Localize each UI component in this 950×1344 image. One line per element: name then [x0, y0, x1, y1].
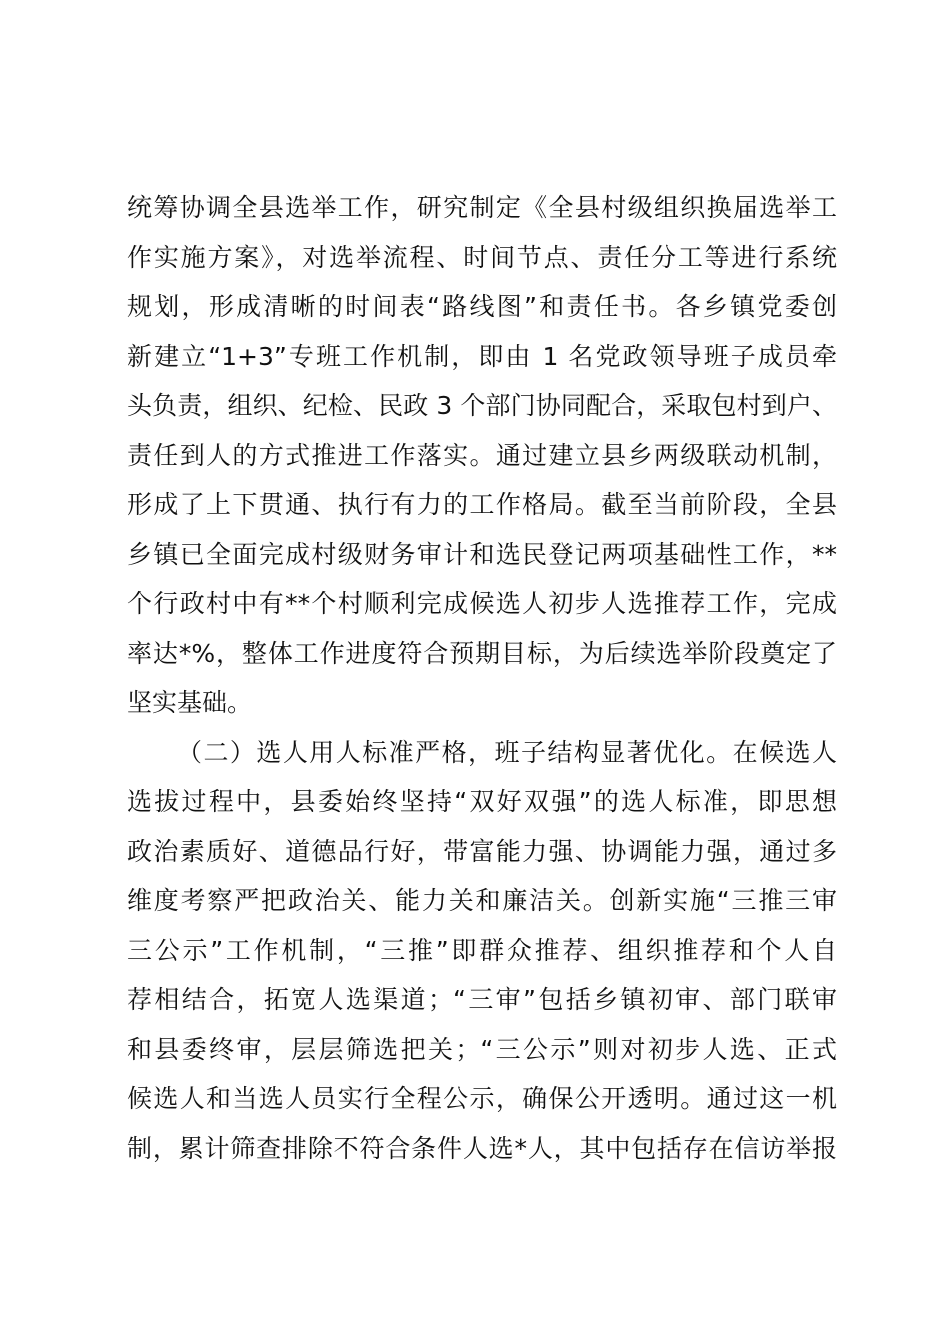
text-line: 选拔过程中，县委始终坚持“双好双强”的选人标准，即思想: [127, 787, 837, 816]
text-line: 规划，形成清晰的时间表“路线图”和责任书。各乡镇党委创: [127, 292, 837, 321]
text-line: 作实施方案》，对选举流程、时间节点、责任分工等进行系统: [127, 242, 837, 272]
text-line: 和县委终审，层层筛选把关；“三公示”则对初步人选、正式: [127, 1034, 837, 1064]
text-line: 坚实基础。: [127, 688, 253, 717]
paragraph-1: [127, 183, 837, 728]
section-heading-line: （二）选人用人标准严格，班子结构显著优化。在候选人: [177, 737, 837, 767]
text-line: 形成了上下贯通、执行有力的工作格局。截至当前阶段，全县: [127, 490, 837, 519]
text-line: 制，累计筛查排除不符合条件人选*人，其中包括存在信访举报: [127, 1133, 837, 1163]
text-line: 新建立“1+3”专班工作机制，即由 1 名党政领导班子成员牵: [127, 341, 837, 371]
text-line: 三公示”工作机制，“三推”即群众推荐、组织推荐和个人自: [127, 935, 837, 965]
text-line: 统筹协调全县选举工作，研究制定《全县村级组织换届选举工: [127, 193, 837, 222]
paragraph-2: [127, 728, 837, 1223]
text-line: 个行政村中有**个村顺利完成候选人初步人选推荐工作，完成: [127, 589, 837, 618]
text-line: 政治素质好、道德品行好，带富能力强、协调能力强，通过多: [127, 836, 837, 866]
body-text: [127, 183, 837, 1223]
text-line: 乡镇已全面完成村级财务审计和选民登记两项基础性工作，**: [127, 539, 837, 569]
text-line: 责任到人的方式推进工作落实。通过建立县乡两级联动机制，: [127, 440, 837, 470]
text-line: 头负责，组织、纪检、民政 3 个部门协同配合，采取包村到户、: [127, 391, 837, 420]
text-line: 维度考察严把政治关、能力关和廉洁关。创新实施“三推三审: [127, 886, 837, 915]
text-line: 候选人和当选人员实行全程公示，确保公开透明。通过这一机: [127, 1084, 837, 1113]
text-line: 率达*%，整体工作进度符合预期目标，为后续选举阶段奠定了: [127, 638, 837, 668]
text-line: 荐相结合，拓宽人选渠道；“三审”包括乡镇初审、部门联审: [127, 985, 837, 1014]
text-line: [127, 1173, 837, 1223]
